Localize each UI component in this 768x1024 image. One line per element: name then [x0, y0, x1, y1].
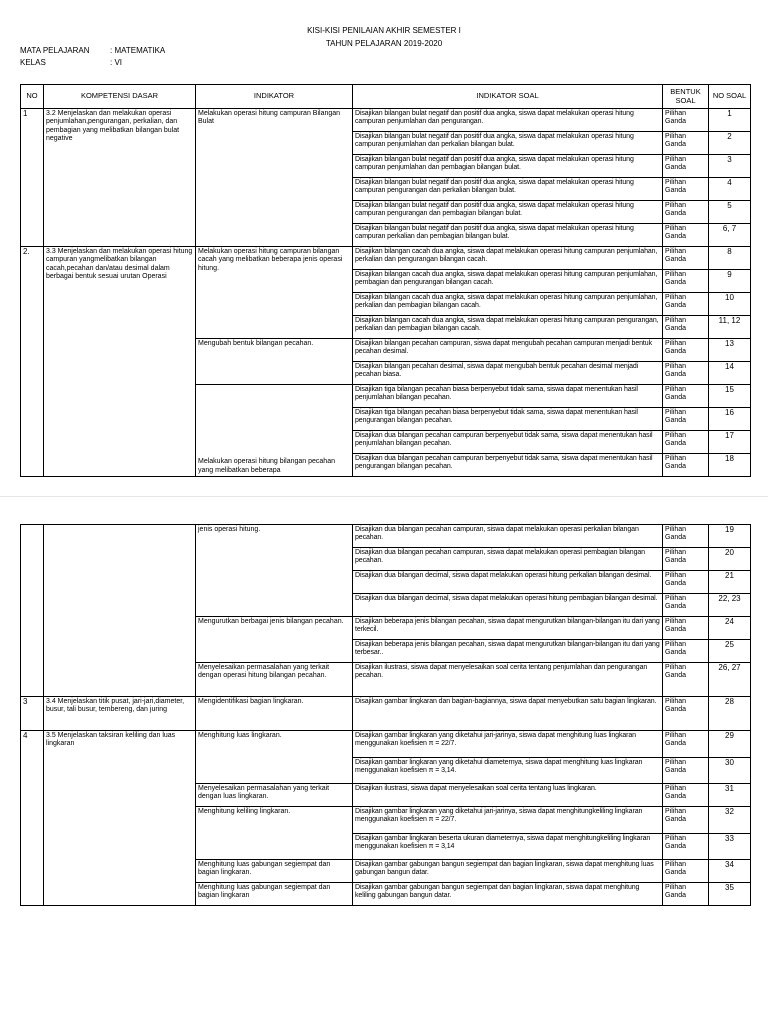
no-soal: 35: [709, 883, 751, 906]
bentuk-soal: Pilihan Ganda: [663, 293, 709, 316]
indikator-soal: Disajikan beberapa jenis bilangan pecahan, siswa dapat mengurutkan bilangan-bilangan itu dari yang terbesar..: [353, 640, 663, 663]
table-row: [21, 697, 751, 731]
indikator-soal: Disajikan dua bilangan decimal, siswa dapat melakukan operasi hitung perkalian bilangan desimal.: [353, 571, 663, 594]
indikator-soal: Disajikan dua bilangan pecahan campuran, siswa dapat melakukan operasi pembagian bilangan pecahan.: [353, 548, 663, 571]
kompetensi-dasar-continued: [44, 525, 196, 697]
no-soal: 15: [709, 385, 751, 408]
indikator: Menghitung luas gabungan segiempat dan bagian lingkaran.: [196, 860, 353, 883]
bentuk-soal: Pilihan Ganda: [663, 640, 709, 663]
indikator-soal: Disajikan tiga bilangan pecahan biasa berpenyebut tidak sama, siswa dapat menentukan hasil penjumlahan bilangan pecahan.: [353, 385, 663, 408]
meta-class-row: [20, 57, 165, 69]
bentuk-soal: Pilihan Ganda: [663, 247, 709, 270]
bentuk-soal: Pilihan Ganda: [663, 224, 709, 247]
bentuk-soal: Pilihan Ganda: [663, 362, 709, 385]
class-label: KELAS: [20, 58, 46, 67]
col-header-indikator: INDIKATOR: [196, 85, 353, 109]
indikator-soal: Disajikan dua bilangan pecahan campuran berpenyebut tidak sama, siswa dapat menentukan hasil pengurangan bilangan pecahan.: [353, 454, 663, 477]
meta-subject-row: [20, 45, 165, 57]
no-soal: 34: [709, 860, 751, 883]
indikator-soal: Disajikan gambar lingkaran dan bagian-bagiannya, siswa dapat menyebutkan satu bagian lingkaran.: [353, 697, 663, 731]
bentuk-soal: Pilihan Ganda: [663, 155, 709, 178]
indikator-soal: Disajikan gambar lingkaran yang diketahui diameternya, siswa dapat menghitung luas lingkaran menggunakan koefisien π = 3,14.: [353, 758, 663, 784]
bentuk-soal: Pilihan Ganda: [663, 109, 709, 132]
indikator-soal: Disajikan ilustrasi, siswa dapat menyelesaikan soal cerita tentang penjumlahan dan pengurangan pecahan.: [353, 663, 663, 697]
bentuk-soal: Pilihan Ganda: [663, 731, 709, 758]
indikator-soal: Disajikan gambar gabungan bangun segiempat dan bagian lingkaran, siswa dapat menghitung keliling gabungan bangun datar.: [353, 883, 663, 906]
bentuk-soal: Pilihan Ganda: [663, 883, 709, 906]
no-soal: 11, 12: [709, 316, 751, 339]
row-no: 4: [21, 731, 44, 906]
indikator-soal: Disajikan bilangan pecahan desimal, siswa dapat mengubah bentuk pecahan desimal menjadi pecahan biasa.: [353, 362, 663, 385]
bentuk-soal: Pilihan Ganda: [663, 316, 709, 339]
bentuk-soal: Pilihan Ganda: [663, 697, 709, 731]
no-soal: 5: [709, 201, 751, 224]
no-soal: 10: [709, 293, 751, 316]
bentuk-soal: Pilihan Ganda: [663, 408, 709, 431]
no-soal: 30: [709, 758, 751, 784]
no-soal: 13: [709, 339, 751, 362]
indikator-soal: Disajikan dua bilangan pecahan campuran berpenyebut tidak sama, siswa dapat menentukan hasil penjumlahan bilangan pecahan.: [353, 431, 663, 454]
kisi-table-page-1: [20, 84, 751, 477]
bentuk-soal: Pilihan Ganda: [663, 270, 709, 293]
subject-value: : MATEMATIKA: [110, 46, 166, 55]
table-row: [21, 109, 751, 132]
indikator-soal: Disajikan bilangan cacah dua angka, siswa dapat melakukan operasi hitung campuran penjumlahan, perkalian dan pembagian bilangan cacah.: [353, 293, 663, 316]
table-row: [21, 525, 751, 548]
bentuk-soal: Pilihan Ganda: [663, 178, 709, 201]
no-soal: 8: [709, 247, 751, 270]
indikator-soal: Disajikan gambar gabungan bangun segiempat dan bagian lingkaran, siswa dapat menghitung luas gabungan bangun datar.: [353, 860, 663, 883]
kisi-table-page-2: [20, 524, 751, 906]
indikator: Mengidentifikasi bagian lingkaran.: [196, 697, 353, 731]
indikator-soal: Disajikan bilangan bulat negatif dan positif dua angka, siswa dapat melakukan operasi hitung campuran penjumlahan dan pengurangan.: [353, 109, 663, 132]
bentuk-soal: Pilihan Ganda: [663, 834, 709, 860]
no-soal: 31: [709, 784, 751, 807]
bentuk-soal: Pilihan Ganda: [663, 454, 709, 477]
indikator: Melakukan operasi hitung campuran Bilangan Bulat: [196, 109, 353, 247]
no-soal: 16: [709, 408, 751, 431]
col-header-kd: KOMPETENSI DASAR: [44, 85, 196, 109]
no-soal: 18: [709, 454, 751, 477]
no-soal: 19: [709, 525, 751, 548]
indikator: Melakukan operasi hitung bilangan pecahan yang melibatkan beberapa: [196, 385, 353, 477]
indikator-soal: Disajikan bilangan cacah dua angka, siswa dapat melakukan operasi hitung campuran penjumlahan, perkalian dan pengurangan bilangan cacah.: [353, 247, 663, 270]
row-no: 3: [21, 697, 44, 731]
row-no: 1: [21, 109, 44, 247]
col-header-bentuk-soal: BENTUK SOAL: [663, 85, 709, 109]
no-soal: 29: [709, 731, 751, 758]
bentuk-soal: Pilihan Ganda: [663, 201, 709, 224]
indikator-soal: Disajikan bilangan pecahan campuran, siswa dapat mengubah pecahan campuran menjadi bentuk pecahan desimal.: [353, 339, 663, 362]
bentuk-soal: Pilihan Ganda: [663, 431, 709, 454]
no-soal: 2: [709, 132, 751, 155]
indikator-soal: Disajikan bilangan bulat negatif dan positif dua angka, siswa dapat melakukan operasi hitung campuran penjumlahan dan perkalian bilangan bulat.: [353, 132, 663, 155]
col-header-indikator-soal: INDIKATOR SOAL: [353, 85, 663, 109]
no-soal: 6, 7: [709, 224, 751, 247]
no-soal: 1: [709, 109, 751, 132]
col-header-no-soal: NO SOAL: [709, 85, 751, 109]
page-separator: [0, 496, 768, 497]
indikator: Menghitung luas lingkaran.: [196, 731, 353, 784]
no-soal: 25: [709, 640, 751, 663]
document-year: TAHUN PELAJARAN 2019-2020: [325, 39, 443, 48]
no-soal: 14: [709, 362, 751, 385]
bentuk-soal: Pilihan Ganda: [663, 548, 709, 571]
bentuk-soal: Pilihan Ganda: [663, 807, 709, 834]
indikator: jenis operasi hitung.: [196, 525, 353, 617]
row-no: 2.: [21, 247, 44, 477]
kompetensi-dasar: 3.5 Menjelaskan taksiran keliling dan luas lingkaran: [44, 731, 196, 906]
kompetensi-dasar: 3.4 Menjelaskan titik pusat, jari-jari,diameter, busur, tali busur, tembereng, dan juring: [44, 697, 196, 731]
indikator-soal: Disajikan bilangan bulat negatif dan positif dua angka, siswa dapat melakukan operasi hitung campuran penjumlahan dan pembagian bilangan bulat.: [353, 155, 663, 178]
col-header-no: NO: [21, 85, 44, 109]
no-soal: 32: [709, 807, 751, 834]
indikator-soal: Disajikan dua bilangan decimal, siswa dapat melakukan operasi hitung pembagian bilangan desimal.: [353, 594, 663, 617]
indikator: Mengubah bentuk bilangan pecahan.: [196, 339, 353, 385]
indikator-soal: Disajikan tiga bilangan pecahan biasa berpenyebut tidak sama, siswa dapat menentukan hasil pengurangan bilangan pecahan.: [353, 408, 663, 431]
indikator-soal: Disajikan dua bilangan pecahan campuran, siswa dapat melakukan operasi perkalian bilangan pecahan.: [353, 525, 663, 548]
no-soal: 20: [709, 548, 751, 571]
no-soal: 3: [709, 155, 751, 178]
indikator-soal: Disajikan beberapa jenis bilangan pecahan, siswa dapat mengurutkan bilangan-bilangan itu dari yang terkecil.: [353, 617, 663, 640]
table-row: [21, 247, 751, 270]
bentuk-soal: Pilihan Ganda: [663, 339, 709, 362]
bentuk-soal: Pilihan Ganda: [663, 594, 709, 617]
no-soal: 17: [709, 431, 751, 454]
indikator-soal: Disajikan bilangan bulat negatif dan positif dua angka, siswa dapat melakukan operasi hitung campuran perkalian dan pembagian bilangan bulat.: [353, 224, 663, 247]
no-soal: 33: [709, 834, 751, 860]
indikator-soal: Disajikan bilangan cacah dua angka, siswa dapat melakukan operasi hitung campuran pengurangan, perkalian dan pembagian bilangan cacah.: [353, 316, 663, 339]
indikator-soal: Disajikan bilangan bulat negatif dan positif dua angka, siswa dapat melakukan operasi hitung campuran pengurangan dan perkalian bilangan bulat.: [353, 178, 663, 201]
document-meta: [20, 45, 165, 69]
bentuk-soal: Pilihan Ganda: [663, 860, 709, 883]
bentuk-soal: Pilihan Ganda: [663, 784, 709, 807]
indikator-soal: Disajikan bilangan bulat negatif dan positif dua angka, siswa dapat melakukan operasi hitung campuran pengurangan dan pembagian bilangan bulat.: [353, 201, 663, 224]
indikator-soal: Disajikan gambar lingkaran yang diketahui jari-jarinya, siswa dapat menghitung luas lingkaran menggunakan koefisien π = 22/7.: [353, 731, 663, 758]
document-title: KISI-KISI PENILAIAN AKHIR SEMESTER I: [307, 26, 461, 35]
bentuk-soal: Pilihan Ganda: [663, 571, 709, 594]
no-soal: 28: [709, 697, 751, 731]
no-soal: 22, 23: [709, 594, 751, 617]
indikator-soal: Disajikan ilustrasi, siswa dapat menyelesaikan soal cerita tentang luas lingkaran.: [353, 784, 663, 807]
table-row: [21, 731, 751, 758]
indikator: Menyelesaikan permasalahan yang terkait dengan operasi hitung bilangan pecahan.: [196, 663, 353, 697]
no-soal: 26, 27: [709, 663, 751, 697]
subject-label: MATA PELAJARAN: [20, 46, 90, 55]
no-soal: 24: [709, 617, 751, 640]
no-soal: 4: [709, 178, 751, 201]
table-header-row: [21, 85, 751, 109]
kompetensi-dasar: 3.2 Menjelaskan dan melakukan operasi penjumlahan,pengurangan, perkalian, dan pembagian yang melibatkan bilangan bulat negative: [44, 109, 196, 247]
bentuk-soal: Pilihan Ganda: [663, 525, 709, 548]
indikator: Mengurutkan berbagai jenis bilangan pecahan.: [196, 617, 353, 663]
bentuk-soal: Pilihan Ganda: [663, 385, 709, 408]
indikator-soal: Disajikan bilangan cacah dua angka, siswa dapat melakukan operasi hitung campuran penjumlahan, pembagian dan pengurangan bilangan cacah.: [353, 270, 663, 293]
indikator-soal: Disajikan gambar lingkaran beserta ukuran diameternya, siswa dapat menghitungkeliling lingkaran menggunakan koefisien π = 3,14: [353, 834, 663, 860]
class-value: : VI: [110, 58, 123, 67]
indikator: Melakukan operasi hitung campuran bilangan cacah yang melibatkan beberapa jenis operasi hitung.: [196, 247, 353, 339]
bentuk-soal: Pilihan Ganda: [663, 663, 709, 697]
indikator: Menghitung keliling lingkaran.: [196, 807, 353, 860]
bentuk-soal: Pilihan Ganda: [663, 132, 709, 155]
no-soal: 9: [709, 270, 751, 293]
kompetensi-dasar: 3.3 Menjelaskan dan melakukan operasi hitung campuran yangmelibatkan bilangan cacah,pecahan dan/atau desimal dalam berbagai bentuk sesuai urutan Operasi: [44, 247, 196, 477]
no-soal: 21: [709, 571, 751, 594]
bentuk-soal: Pilihan Ganda: [663, 617, 709, 640]
indikator: Menyelesaikan permasalahan yang terkait dengan luas lingkaran.: [196, 784, 353, 807]
row-no-continued: [21, 525, 44, 697]
indikator: Menghitung luas gabungan segiempat dan bagian lingkaran: [196, 883, 353, 906]
bentuk-soal: Pilihan Ganda: [663, 758, 709, 784]
indikator-soal: Disajikan gambar lingkaran yang diketahui jari-jarinya, siswa dapat menghitungkeliling lingkaran menggunakan koefisien π = 22/7.: [353, 807, 663, 834]
